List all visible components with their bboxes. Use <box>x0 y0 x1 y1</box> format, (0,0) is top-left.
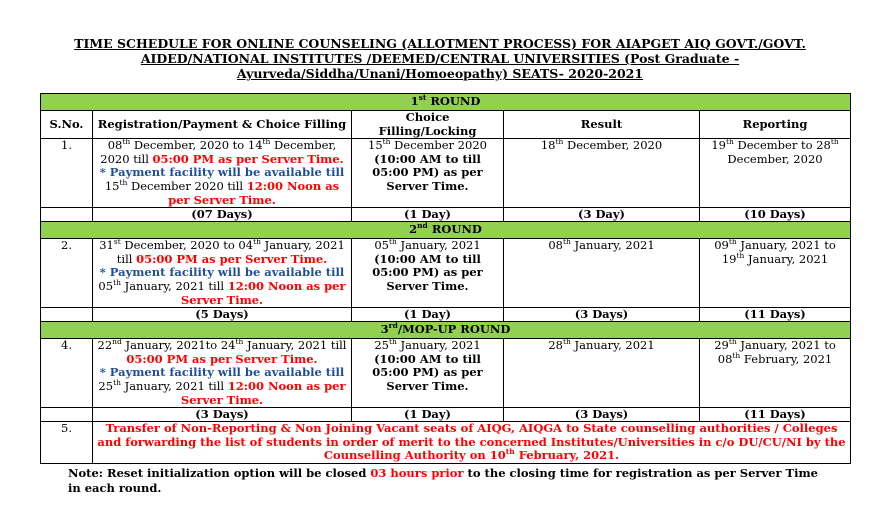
header-result: Result <box>504 111 700 139</box>
registration-cell: 31st December, 2020 to 04th January, 2021 till 05:00 PM as per Server Time. * Payment facility will be available till 05th January, 2021 till 12:00 Noon as per Server Time. <box>93 239 352 308</box>
sno-cell: 4. <box>41 339 93 408</box>
note-text: Note: Reset initialization option will be closed 03 hours prior to the closing time for registration as per Server Time in each round. <box>68 466 818 495</box>
days-cell: (5 Days) <box>93 308 352 322</box>
days-cell: (1 Day) <box>352 308 504 322</box>
schedule-table <box>40 93 851 464</box>
days-cell: (3 Days) <box>504 408 700 422</box>
round-2-days-row <box>41 308 851 322</box>
round-2-header: 2nd ROUND <box>41 222 851 239</box>
round-2-row <box>41 239 851 308</box>
round-1-days-row <box>41 208 851 222</box>
days-cell: (3 Day) <box>504 208 700 222</box>
sno-cell: 1. <box>41 139 93 208</box>
days-cell: (10 Days) <box>700 208 851 222</box>
days-cell: (1 Day) <box>352 408 504 422</box>
registration-cell: 22nd January, 2021to 24th January, 2021 till 05:00 PM as per Server Time. * Payment facility will be available till 25th January, 2021 till 12:00 Noon as per Server Time. <box>93 339 352 408</box>
round-3-header: 3rd/MOP-UP ROUND <box>41 322 851 339</box>
choice-cell: 25th January, 2021 (10:00 AM to till 05:00 PM) as per Server Time. <box>352 339 504 408</box>
days-cell: (07 Days) <box>93 208 352 222</box>
reporting-cell: 19th December to 28th December, 2020 <box>700 139 851 208</box>
round-3-row <box>41 339 851 408</box>
header-choice: Choice Filling/Locking <box>352 111 504 139</box>
result-cell: 08th January, 2021 <box>504 239 700 308</box>
reporting-cell: 09th January, 2021 to 19th January, 2021 <box>700 239 851 308</box>
title-line-3: Ayurveda/Siddha/Unani/Homoeopathy) SEATS- 2020-2021 <box>236 66 644 81</box>
title-line-2: AIDED/NATIONAL INSTITUTES /DEEMED/CENTRAL UNIVERSITIES (Post Graduate - <box>140 51 740 66</box>
choice-cell: 05th January, 2021 (10:00 AM to till 05:00 PM) as per Server Time. <box>352 239 504 308</box>
sno-cell: 2. <box>41 239 93 308</box>
header-registration: Registration/Payment & Choice Filling <box>93 111 352 139</box>
days-cell: (1 Day) <box>352 208 504 222</box>
days-cell: (3 Days) <box>93 408 352 422</box>
days-cell: (3 Days) <box>504 308 700 322</box>
choice-cell: 15th December 2020 (10:00 AM to till 05:00 PM) as per Server Time. <box>352 139 504 208</box>
registration-cell: 08th December, 2020 to 14th December, 2020 till 05:00 PM as per Server Time. * Payment facility will be available till 15th December 2020 till 12:00 Noon as per Server Time. <box>93 139 352 208</box>
days-cell: (11 Days) <box>700 308 851 322</box>
round-1-header: 1st ROUND <box>41 94 851 111</box>
reporting-cell: 29th January, 2021 to 08th February, 2021 <box>700 339 851 408</box>
header-reporting: Reporting <box>700 111 851 139</box>
round-3-days-row <box>41 408 851 422</box>
table-header-row <box>41 111 851 139</box>
page-title <box>60 36 820 81</box>
round-1-row <box>41 139 851 208</box>
transfer-text: Transfer of Non-Reporting & Non Joining Vacant seats of AIQG, AIQGA to State counselling authorities / Colleges and forwarding the list of students in order of merit to the concerned Institutes/Universities in c/o DU/CU/NI by the Counselling Authority on 10th February, 2021. <box>93 422 851 464</box>
result-cell: 28th January, 2021 <box>504 339 700 408</box>
title-line-1: TIME SCHEDULE FOR ONLINE COUNSELING (ALLOTMENT PROCESS) FOR AIAPGET AIQ GOVT./GOVT. <box>74 36 806 51</box>
result-cell: 18th December, 2020 <box>504 139 700 208</box>
header-sno: S.No. <box>41 111 93 139</box>
transfer-row <box>41 422 851 464</box>
sno-cell: 5. <box>41 422 93 464</box>
days-cell: (11 Days) <box>700 408 851 422</box>
